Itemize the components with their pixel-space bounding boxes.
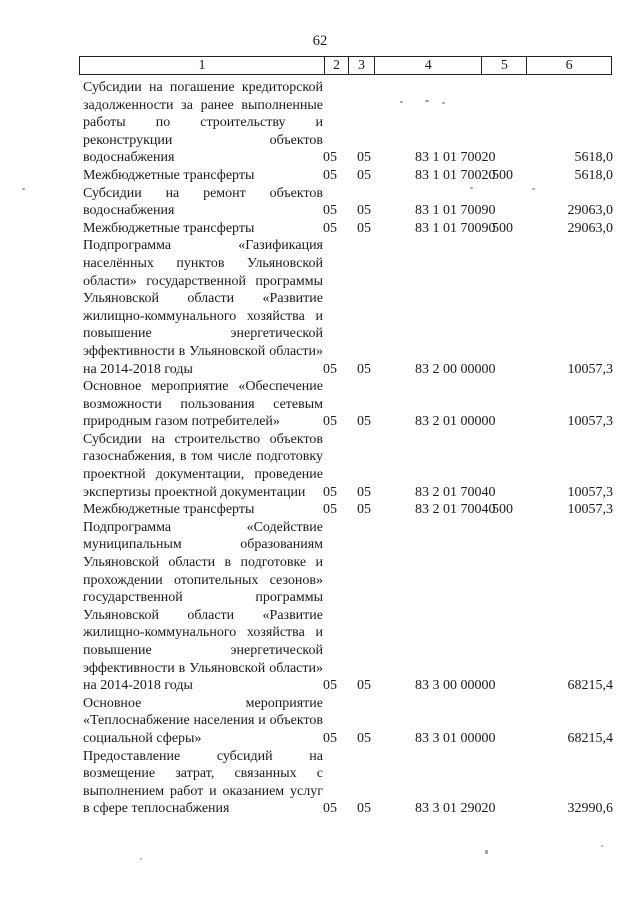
row-section: 05	[323, 484, 337, 500]
scan-speck	[425, 100, 429, 102]
header-col-4: 4	[375, 57, 483, 74]
row-target-article: 83 3 00 00000	[415, 678, 496, 694]
row-name: Субсидии на ремонт объектов водоснабжения	[83, 185, 323, 219]
row-expense-type: 500	[492, 167, 513, 183]
table-row	[83, 79, 613, 167]
row-name: Субсидии на строительство объектов газоснабжения, в том числе подготовку проектной документации, проведение экспертизы проектной документации	[83, 431, 323, 500]
scan-speck	[140, 858, 142, 860]
row-amount: 5618,0	[574, 150, 613, 166]
row-name: Межбюджетные трансферты	[83, 167, 255, 183]
row-name: Межбюджетные трансферты	[83, 502, 255, 518]
row-amount: 68215,4	[567, 678, 613, 694]
scan-speck	[532, 188, 535, 190]
table-row	[83, 519, 613, 695]
row-section: 05	[323, 150, 337, 166]
header-col-1: 1	[80, 57, 325, 74]
header-col-5: 5	[482, 57, 527, 74]
row-name: Предоставление субсидий на возмещение затрат, связанных с выполнением работ и оказанием услуг в сфере теплоснабжения	[83, 748, 323, 817]
scan-speck	[22, 188, 25, 190]
table-row	[83, 431, 613, 501]
scan-speck	[400, 101, 403, 103]
row-subsection: 05	[357, 150, 371, 166]
header-col-6: 6	[565, 57, 573, 73]
row-subsection: 05	[357, 361, 371, 377]
table-row	[83, 695, 613, 748]
row-amount: 29063,0	[567, 203, 613, 219]
row-subsection: 05	[357, 414, 371, 430]
row-section: 05	[323, 203, 337, 219]
row-target-article: 83 1 01 70090	[415, 220, 496, 236]
row-name: Основное мероприятие «Обеспечение возможности пользования сетевым природным газом потребителей»	[83, 379, 323, 430]
row-target-article: 83 3 01 00000	[415, 730, 496, 746]
scan-speck	[470, 187, 473, 189]
row-name: Подпрограмма «Газификация населённых пунктов Ульяновской области» государственной программы Ульяновской области «Развитие жилищно-коммунального хозяйства и повышение энергетической эффективности в Ульяновской области» на 2014-2018 годы	[83, 238, 323, 377]
table-row	[83, 378, 613, 431]
table-row	[83, 237, 613, 378]
row-name: Основное мероприятие «Теплоснабжение населения и объектов социальной сферы»	[83, 695, 323, 746]
row-section: 05	[323, 167, 337, 183]
header-col-2: 2	[325, 57, 349, 74]
row-subsection: 05	[357, 167, 371, 183]
scan-speck	[485, 850, 488, 854]
row-section: 05	[323, 678, 337, 694]
row-amount: 10057,3	[567, 484, 613, 500]
row-subsection: 05	[357, 220, 371, 236]
row-section: 05	[323, 801, 337, 817]
row-expense-type: 500	[492, 220, 513, 236]
row-section: 05	[323, 730, 337, 746]
table-row	[83, 501, 613, 519]
row-amount: 29063,0	[567, 220, 613, 236]
page-number: 62	[312, 33, 328, 49]
row-amount: 10057,3	[567, 361, 613, 377]
row-subsection: 05	[357, 678, 371, 694]
table-row	[83, 748, 613, 818]
row-target-article: 83 1 01 70020	[415, 167, 496, 183]
row-section: 05	[323, 361, 337, 377]
row-section: 05	[323, 502, 337, 518]
table-header	[79, 56, 612, 75]
scan-speck	[601, 845, 603, 847]
table-row	[83, 167, 613, 185]
row-subsection: 05	[357, 801, 371, 817]
row-subsection: 05	[357, 730, 371, 746]
row-subsection: 05	[357, 502, 371, 518]
row-amount: 5618,0	[574, 167, 613, 183]
row-name: Межбюджетные трансферты	[83, 220, 255, 236]
row-section: 05	[323, 220, 337, 236]
row-name: Подпрограмма «Содействие муниципальным образованиям Ульяновской области в подготовке и прохождении отопительных сезонов» государственной программы Ульяновской области «Развитие жилищно-коммунального хозяйства и повышение энергетической эффективности в Ульяновской области» на 2014-2018 годы	[83, 519, 323, 694]
row-amount: 10057,3	[567, 414, 613, 430]
row-amount: 68215,4	[567, 730, 613, 746]
row-amount: 32990,6	[567, 801, 613, 817]
row-subsection: 05	[357, 484, 371, 500]
row-target-article: 83 2 01 00000	[415, 414, 496, 430]
row-expense-type: 500	[492, 502, 513, 518]
row-target-article: 83 2 00 00000	[415, 361, 496, 377]
row-subsection: 05	[357, 203, 371, 219]
row-target-article: 83 1 01 70020	[415, 150, 496, 166]
row-target-article: 83 1 01 70090	[415, 203, 496, 219]
table-row	[83, 220, 613, 238]
row-amount: 10057,3	[567, 502, 613, 518]
row-target-article: 83 2 01 70040	[415, 502, 496, 518]
row-section: 05	[323, 414, 337, 430]
row-name: Субсидии на погашение кредиторской задолженности за ранее выполненные работы по строительству и реконструкции объектов водоснабжения	[83, 80, 323, 166]
header-col-3: 3	[349, 57, 375, 74]
scan-speck	[442, 102, 445, 104]
row-target-article: 83 3 01 29020	[415, 801, 496, 817]
row-target-article: 83 2 01 70040	[415, 484, 496, 500]
